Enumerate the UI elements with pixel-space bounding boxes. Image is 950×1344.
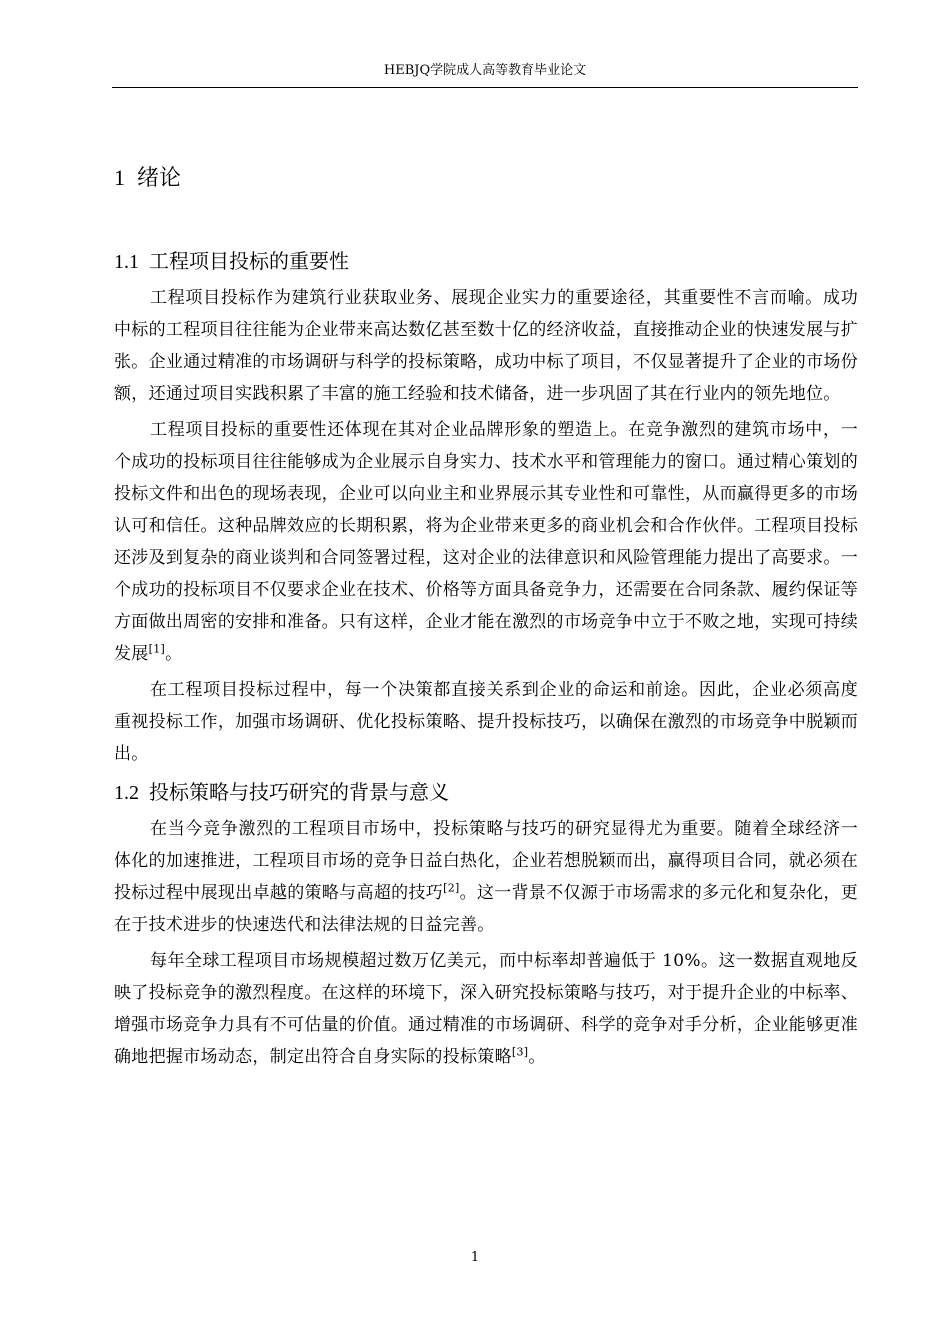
paragraph-end: 。	[165, 644, 183, 664]
section-title: 工程项目投标的重要性	[149, 249, 349, 273]
section-number: 1.2	[114, 782, 139, 804]
paragraph: 工程项目投标作为建筑行业获取业务、展现企业实力的重要途径，其重要性不言而喻。成功中标的工程项目往往能为企业带来高达数亿甚至数十亿的经济收益，直接推动企业的快速发展与扩张。企业通过精准的市场调研与科学的投标策略，成功中标了项目，不仅显著提升了企业的市场份额，还通过项目实践积累了丰富的施工经验和技术储备，进一步巩固了其在行业内的领先地位。	[114, 288, 858, 404]
page-body	[114, 158, 858, 1077]
paragraph-end: 。	[528, 1047, 546, 1067]
paragraph	[114, 813, 858, 941]
paragraph	[114, 945, 858, 1073]
section-title: 投标策略与技巧研究的背景与意义	[149, 780, 449, 804]
paragraph-text: 。这一背景不仅源于市场需求的多元化和复杂化，更在于技术进步的快速迭代和法律法规的日益完善。	[114, 883, 858, 935]
citation-marker: [2]	[443, 881, 460, 895]
paragraph: 在工程项目投标过程中，每一个决策都直接关系到企业的命运和前途。因此，企业必须高度重视投标工作，加强市场调研、优化投标策略、提升投标技巧，以确保在激烈的市场竞争中脱颖而出。	[114, 680, 858, 764]
citation-marker: [1]	[148, 642, 166, 656]
paragraph	[114, 414, 858, 670]
paragraph-text: 工程项目投标的重要性还体现在其对企业品牌形象的塑造上。在竞争激烈的建筑市场中，一个成功的投标项目往往能够成为企业展示自身实力、技术水平和管理能力的窗口。通过精心策划的投标文件和出色的现场表现，企业可以向业主和业界展示其专业性和可靠性，从而赢得更多的市场认可和信任。这种品牌效应的长期积累，将为企业带来更多的商业机会和合作伙伴。工程项目投标还涉及到复杂的商业谈判和合同签署过程，这对企业的法律意识和风险管理能力提出了高要求。一个成功的投标项目不仅要求企业在技术、价格等方面具备竞争力，还需要在合同条款、履约保证等方面做出周密的安排和准备。只有这样，企业才能在激烈的市场竞争中立于不败之地，实现可持续发展	[114, 420, 858, 664]
citation-marker: [3]	[511, 1045, 529, 1059]
page-number: 1	[470, 1250, 480, 1265]
header-divider	[112, 87, 858, 88]
section-heading-1-2	[114, 774, 858, 811]
chapter-number: 1	[114, 165, 125, 190]
paragraph-text: 每年全球工程项目市场规模超过数万亿美元，而中标率却普遍低于 10%。这一数据直观地反映了投标竞争的激烈程度。在这样的环境下，深入研究投标策略与技巧，对于提升企业的中标率、增强市场竞争力具有不可估量的价值。通过精准的市场调研、科学的竞争对手分析，企业能够更准确地把握市场动态，制定出符合自身实际的投标策略	[114, 951, 858, 1067]
section-number: 1.1	[114, 251, 139, 273]
section-heading-1-1	[114, 243, 858, 280]
chapter-heading	[114, 158, 858, 199]
running-header: HEBJQ学院成人高等教育毕业论文	[383, 63, 587, 78]
chapter-title: 绪论	[137, 166, 182, 191]
paragraph-text: 在当今竞争激烈的工程项目市场中，投标策略与技巧的研究显得尤为重要。随着全球经济一体化的加速推进，工程项目市场的竞争日益白热化，企业若想脱颖而出，赢得项目合同，就必须在投标过程中展现出卓越的策略与高超的技巧	[114, 819, 858, 903]
